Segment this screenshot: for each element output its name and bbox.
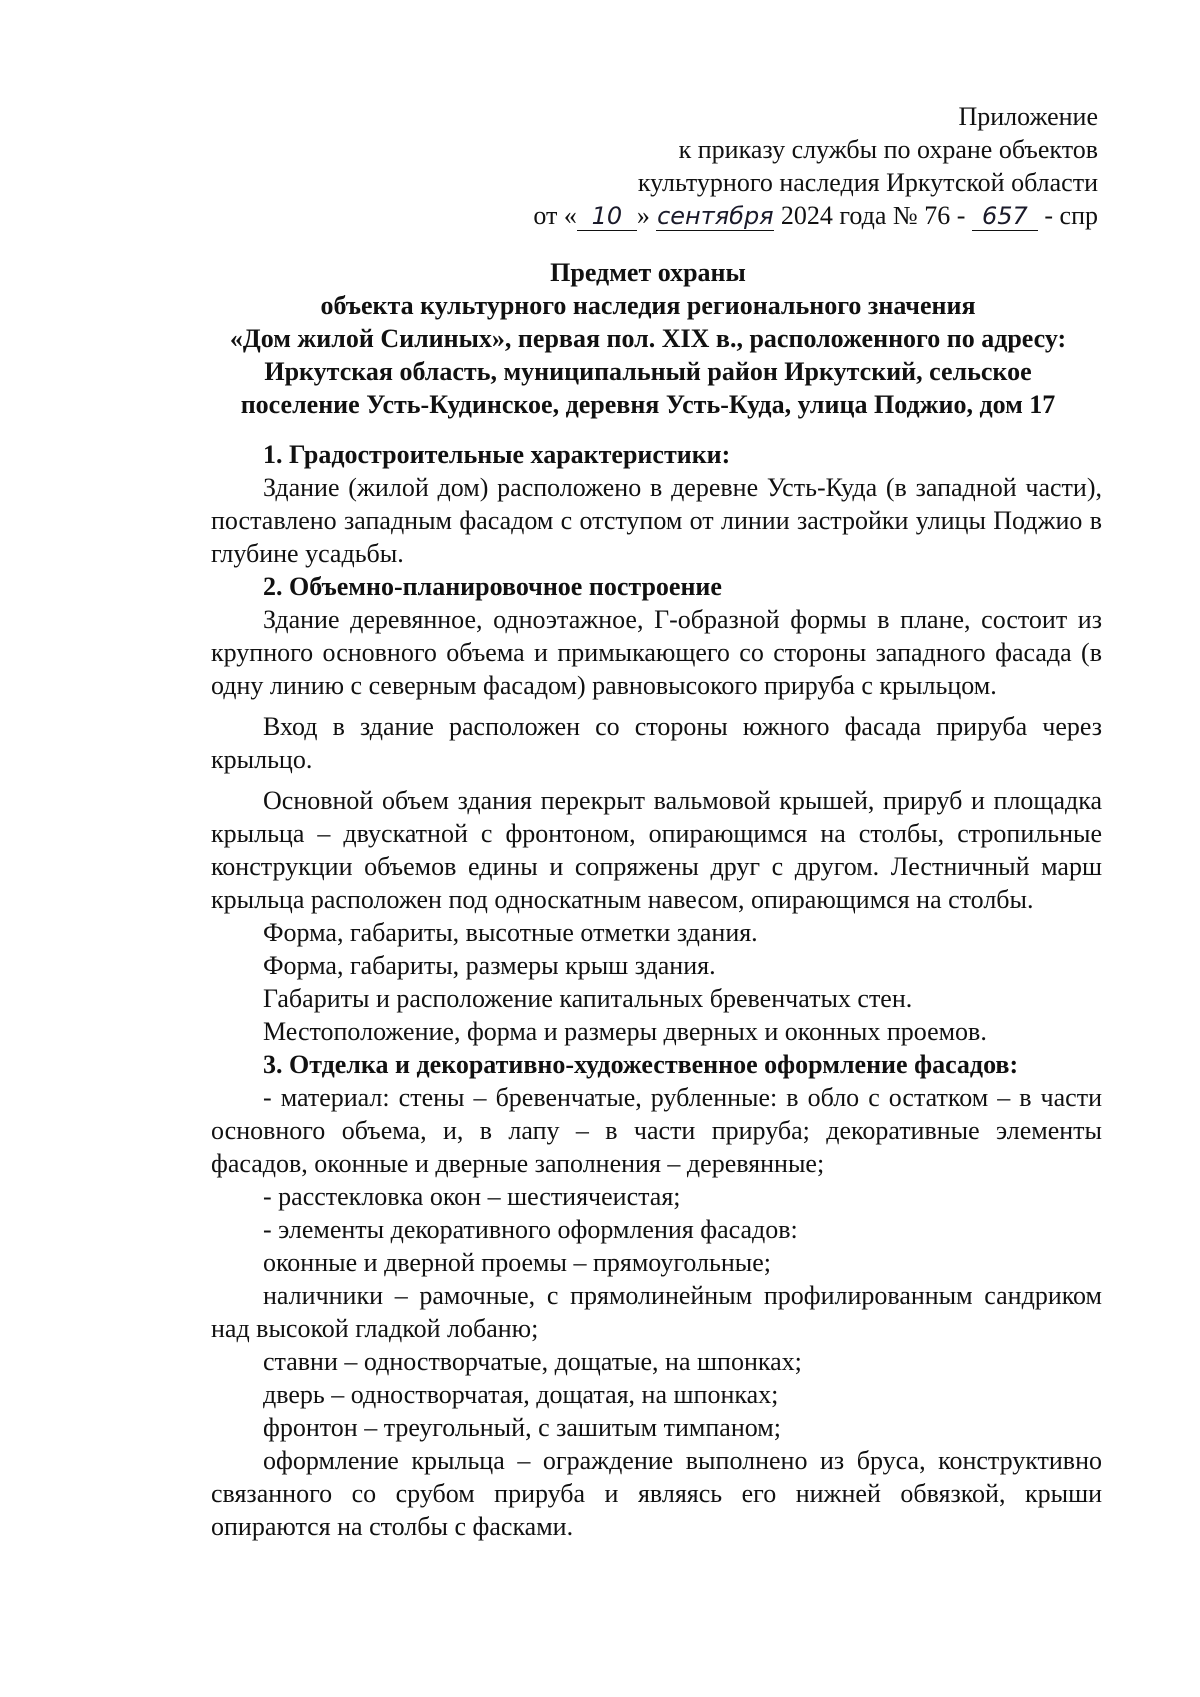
- section-2-paragraph-5: Форма, габариты, размеры крыш здания.: [263, 951, 716, 980]
- section-3-paragraph-6: ставни – одностворчатые, дощатые, на шпонках;: [263, 1347, 802, 1376]
- order-year-text: 2024 года № 76 -: [780, 201, 966, 230]
- section-3-paragraph-4: оконные и дверной проемы – прямоугольные;: [263, 1248, 771, 1277]
- title-line-2: объекта культурного наследия регионального значения: [320, 291, 976, 320]
- section-2-paragraph-4: Форма, габариты, высотные отметки здания.: [263, 918, 758, 947]
- section-2-heading: 2. Объемно-планировочное построение: [263, 572, 722, 601]
- section-1-paragraph: Здание (жилой дом) расположено в деревне Усть-Куда (в западной части), поставлено западным фасадом с отступом от линии застройки улицы Поджио в глубине усадьбы.: [211, 473, 1102, 568]
- section-3-paragraph-2: - расстекловка окон – шестиячеистая;: [263, 1182, 681, 1211]
- section-3-paragraph-1: - материал: стены – бревенчатые, рубленные: в обло с остатком – в части основного объема, и, в лапу – в части прируба; декоративные элементы фасадов, оконные и дверные заполнения – деревянные;: [211, 1083, 1102, 1178]
- document-title: [198, 256, 1098, 421]
- section-3-paragraph-7: дверь – одностворчатая, дощатая, на шпонках;: [263, 1380, 779, 1409]
- appendix-title: Приложение: [958, 102, 1098, 131]
- appendix-order-line: к приказу службы по охране объектов: [678, 135, 1098, 164]
- order-day-field: [577, 202, 637, 231]
- order-number: 657: [981, 202, 1028, 230]
- order-month-field: [656, 202, 774, 231]
- section-2-paragraph-2: Вход в здание расположен со стороны южного фасада прируба через крыльцо.: [211, 712, 1102, 774]
- appendix-agency-line: культурного наследия Иркутской области: [637, 168, 1098, 197]
- appendix-header: [398, 100, 1098, 232]
- section-1-heading: 1. Градостроительные характеристики:: [263, 440, 731, 469]
- section-2-paragraph-1: Здание деревянное, одноэтажное, Г-образной формы в плане, состоит из крупного основного объема и примыкающего со стороны западного фасада (в одну линию с северным фасадом) равновысокого прируба с крыльцом.: [211, 605, 1102, 700]
- order-suffix: - спр: [1044, 201, 1098, 230]
- title-line-4: Иркутская область, муниципальный район Иркутский, сельское: [264, 357, 1032, 386]
- date-mid: »: [636, 201, 650, 230]
- section-3-paragraph-5: наличники – рамочные, с прямолинейным профилированным сандриком над высокой гладкой лобаню;: [211, 1281, 1102, 1343]
- document-body: [211, 438, 1102, 1543]
- order-date-line: [398, 199, 1098, 232]
- section-2-paragraph-6: Габариты и расположение капитальных бревенчатых стен.: [263, 984, 913, 1013]
- section-2-paragraph-3: Основной объем здания перекрыт вальмовой крышей, прируб и площадка крыльца – двускатной с фронтоном, опирающимся на столбы, стропильные конструкции объемов едины и сопряжены друг с другом. Лестничный марш крыльца расположен под односкатным навесом, опирающимся на столбы.: [211, 786, 1102, 914]
- date-prefix: от «: [533, 201, 577, 230]
- title-line-3: «Дом жилой Силиных», первая пол. XIX в., расположенного по адресу:: [229, 324, 1067, 353]
- order-month: сентября: [657, 202, 774, 230]
- title-line-1: Предмет охраны: [550, 258, 746, 287]
- order-day: 10: [591, 202, 623, 230]
- order-number-field: [972, 202, 1038, 231]
- section-3-paragraph-9: оформление крыльца – ограждение выполнено из бруса, конструктивно связанного со срубом прируба и являясь его нижней обвязкой, крыши опираются на столбы с фасками.: [211, 1446, 1102, 1541]
- section-3-heading: 3. Отделка и декоративно-художественное оформление фасадов:: [263, 1050, 1019, 1079]
- section-3-paragraph-8: фронтон – треугольный, с зашитым тимпаном;: [263, 1413, 781, 1442]
- section-3-paragraph-3: - элементы декоративного оформления фасадов:: [263, 1215, 798, 1244]
- section-2-paragraph-7: Местоположение, форма и размеры дверных и оконных проемов.: [263, 1017, 987, 1046]
- title-line-5: поселение Усть-Кудинское, деревня Усть-Куда, улица Поджио, дом 17: [240, 390, 1056, 419]
